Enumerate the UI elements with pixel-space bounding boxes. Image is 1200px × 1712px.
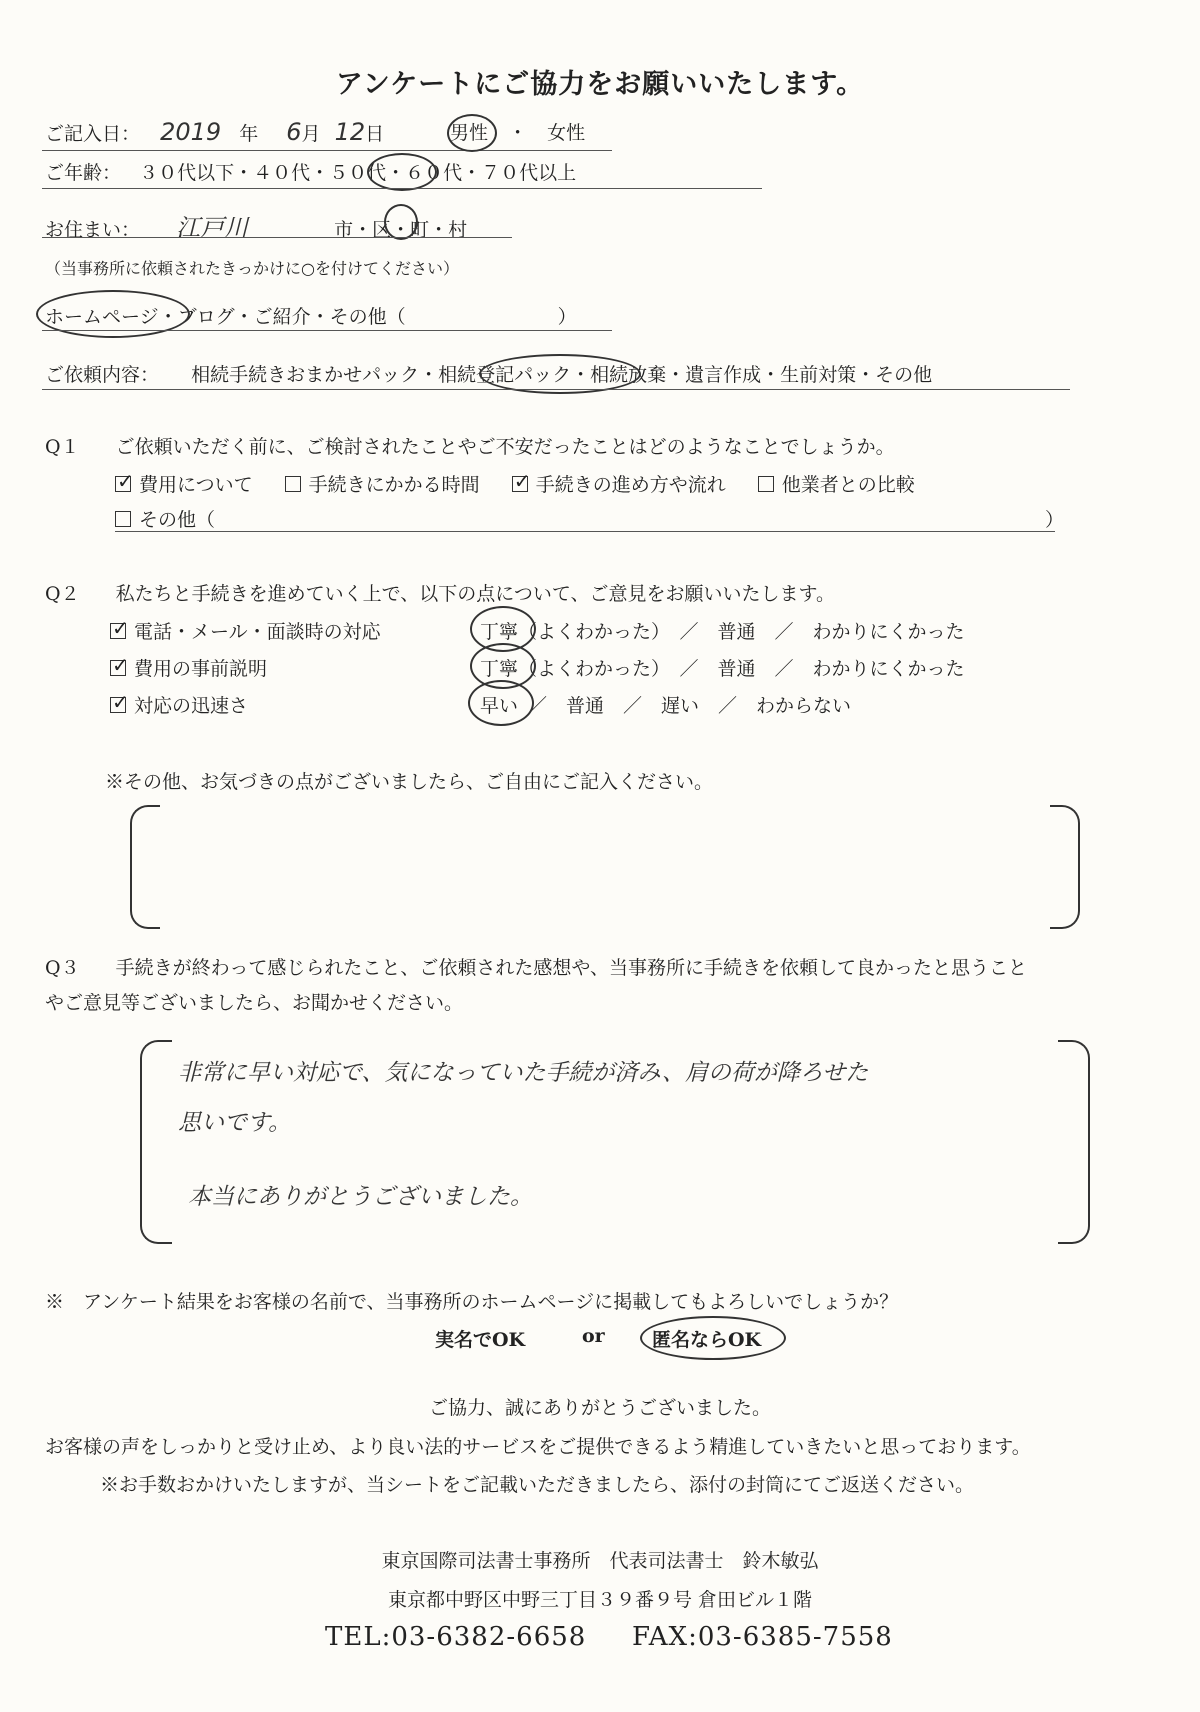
q1-option-label: 費用について (139, 474, 253, 496)
footer-office: 東京国際司法書士事務所 代表司法書士 鈴木敏弘 (381, 1550, 819, 1572)
checkbox-icon[interactable] (758, 476, 774, 492)
date-month[interactable]: 6 (286, 118, 302, 146)
publish-question: ※ アンケート結果をお客様の名前で、当事務所のホームページに掲載してもよろしいでしょうか？ (45, 1291, 899, 1313)
q2-item-label: 電話・メール・面談時の対応 (134, 621, 381, 643)
footer-tel: TEL:03-6382-6658 (325, 1622, 587, 1652)
age-row (45, 158, 576, 185)
checkbox-checked-icon[interactable] (110, 623, 126, 639)
q1-other-underline (115, 531, 1055, 532)
publish-or: or (582, 1325, 605, 1347)
q2-other-prompt: ※その他、お気づきの点がございましたら、ご自由にご記入ください。 (105, 771, 714, 793)
trigger-selected[interactable]: ホームページ (45, 306, 159, 328)
publish-option-real[interactable]: 実名でOK (435, 1329, 526, 1351)
address-value[interactable]: 江戸川 (176, 214, 249, 242)
q1-option-other[interactable] (115, 505, 215, 532)
q2-item-options[interactable] (480, 691, 851, 718)
date-year[interactable]: 2019 (160, 118, 222, 146)
request-selected[interactable]: 相続登記パック (438, 364, 572, 386)
q3-answer-line2: 思いです。 (178, 1110, 292, 1136)
q2-text: 私たちと手続きを進めていく上で、以下の点について、ご意見をお願いいたします。 (115, 583, 835, 605)
address-suffix-after[interactable]: ・町・村 (391, 219, 468, 241)
trigger-underline (42, 330, 612, 331)
q1-option-label: 手続きにかかる時間 (308, 474, 480, 496)
checkbox-checked-icon[interactable] (110, 660, 126, 676)
q3-num: Q３ (45, 957, 80, 979)
closing-thanks: ご協力、誠にありがとうございました。 (428, 1397, 771, 1419)
q2-item[interactable] (110, 691, 248, 718)
trigger-instruction: （当事務所に依頼されたきっかけに○を付けてください） (45, 259, 459, 278)
gender-female[interactable]: 女性 (547, 122, 586, 144)
q3-answer-line3: 本当にありがとうございました。 (188, 1184, 533, 1210)
q3-text-line1: 手続きが終わって感じられたこと、ご依頼された感想や、当事務所に手続きを依頼して良かったと思うこと (115, 957, 1028, 979)
footer-address: 東京都中野区中野三丁目３９番９号 倉田ビル１階 (387, 1589, 813, 1611)
q1-question (45, 432, 895, 459)
q1-other-close: ） (1045, 509, 1065, 531)
q2-item[interactable] (110, 654, 267, 681)
q1-option-label: 他業者との比較 (781, 474, 915, 496)
q1-other-label: その他（ (139, 509, 216, 531)
q2-item-options[interactable] (480, 617, 965, 644)
age-options-before[interactable]: ３０代以下・４０代・ (139, 162, 330, 184)
address-underline (42, 237, 512, 238)
age-underline (42, 188, 762, 189)
gender-sep: ・ (508, 122, 528, 144)
age-selected[interactable]: ５０代 (329, 162, 387, 184)
q3-answer-line1: 非常に早い対応で、気になっていた手続が済み、肩の荷が降ろせた (178, 1060, 869, 1086)
address-selection-circle (384, 204, 418, 240)
q2-selection-circle (468, 680, 534, 726)
footer-fax: FAX:03-6385-7558 (632, 1622, 893, 1652)
q1-option-compare[interactable] (758, 474, 915, 496)
q2-item-label: 費用の事前説明 (134, 658, 268, 680)
checkbox-checked-icon[interactable] (110, 697, 126, 713)
request-before[interactable]: 相続手続きおまかせパック・ (191, 364, 439, 386)
closing-message: お客様の声をしっかりと受け止め、より良い法的サービスをご提供できるよう精進していきたいと思っております。 (45, 1436, 1031, 1458)
address-suffix-before[interactable]: 市・ (334, 219, 373, 241)
address-label: お住まい： (45, 219, 141, 241)
q1-text: ご依頼いただく前に、ご検討されたことやご不安だったことはどのようなことでしょうか。 (115, 436, 895, 458)
q2-comment-bracket-right (1050, 805, 1080, 929)
closing-return-note: ※お手数おかけいたしますが、当シートをご記載いただきましたら、添付の封筒にてご返送ください。 (100, 1474, 975, 1496)
q3-text-line2: やご意見等ございましたら、お聞かせください。 (45, 992, 464, 1014)
date-row (45, 118, 384, 146)
request-selection-circle (479, 354, 641, 394)
age-label: ご年齢： (45, 162, 122, 184)
q2-num: Q２ (45, 583, 80, 605)
q2-item-selected[interactable]: 丁寧 (480, 658, 519, 680)
date-label: ご記入日： (45, 123, 141, 145)
checkbox-icon[interactable] (115, 511, 131, 527)
date-underline (42, 150, 612, 151)
address-selected[interactable]: 区 (372, 219, 392, 241)
checkbox-icon[interactable] (285, 476, 301, 492)
gender-selection-circle (447, 114, 497, 152)
q2-item-selected[interactable]: 早い (480, 695, 519, 717)
q2-item[interactable] (110, 617, 381, 644)
gender-male[interactable]: 男性 (450, 122, 489, 144)
q2-comment-bracket-left (130, 805, 160, 929)
request-label: ご依頼内容： (45, 364, 160, 386)
age-options-after[interactable]: ・６０代・７０代以上 (386, 162, 577, 184)
q3-question (45, 953, 1027, 980)
q3-answer[interactable] (178, 1048, 868, 1222)
q3-answer-bracket-left (140, 1040, 172, 1244)
q1-num: Q１ (45, 436, 80, 458)
publish-selection-circle (640, 1316, 786, 1360)
q2-item-rest[interactable]: ／ 普通 ／ 遅い ／ わからない (528, 695, 852, 717)
page-title: アンケートにご協力をお願いいたします。 (335, 69, 865, 100)
q2-item-label: 対応の迅速さ (134, 695, 249, 717)
publish-option-anon[interactable]: 匿名ならOK (652, 1329, 762, 1351)
q3-answer-bracket-right (1058, 1040, 1090, 1244)
q2-item-selected[interactable]: 丁寧 (480, 621, 519, 643)
q1-option-time[interactable] (285, 474, 480, 496)
q2-item-rest[interactable]: （よくわかった） ／ 普通 ／ わかりにくかった (518, 658, 965, 680)
age-selection-circle (367, 153, 437, 191)
q2-comment-box[interactable] (160, 805, 1048, 925)
q1-option-process[interactable] (512, 474, 726, 496)
date-month-unit: 月 (301, 123, 321, 145)
date-year-unit: 年 (239, 123, 259, 145)
checkbox-checked-icon[interactable] (512, 476, 528, 492)
q1-options (115, 470, 915, 497)
date-day[interactable]: 12 (334, 118, 366, 146)
checkbox-checked-icon[interactable] (115, 476, 131, 492)
request-after[interactable]: ・相続放棄・遺言作成・生前対策・その他 (571, 364, 933, 386)
trigger-rest[interactable]: ・ブログ・ご紹介・その他（ ） (158, 306, 577, 328)
q2-item-rest[interactable]: （よくわかった） ／ 普通 ／ わかりにくかった (518, 621, 965, 643)
q2-item-options[interactable] (480, 654, 965, 681)
request-underline (42, 389, 1070, 390)
q1-option-label: 手続きの進め方や流れ (535, 474, 726, 496)
q1-option-cost[interactable] (115, 474, 253, 496)
date-day-unit: 日 (365, 123, 385, 145)
q2-question (45, 579, 835, 606)
